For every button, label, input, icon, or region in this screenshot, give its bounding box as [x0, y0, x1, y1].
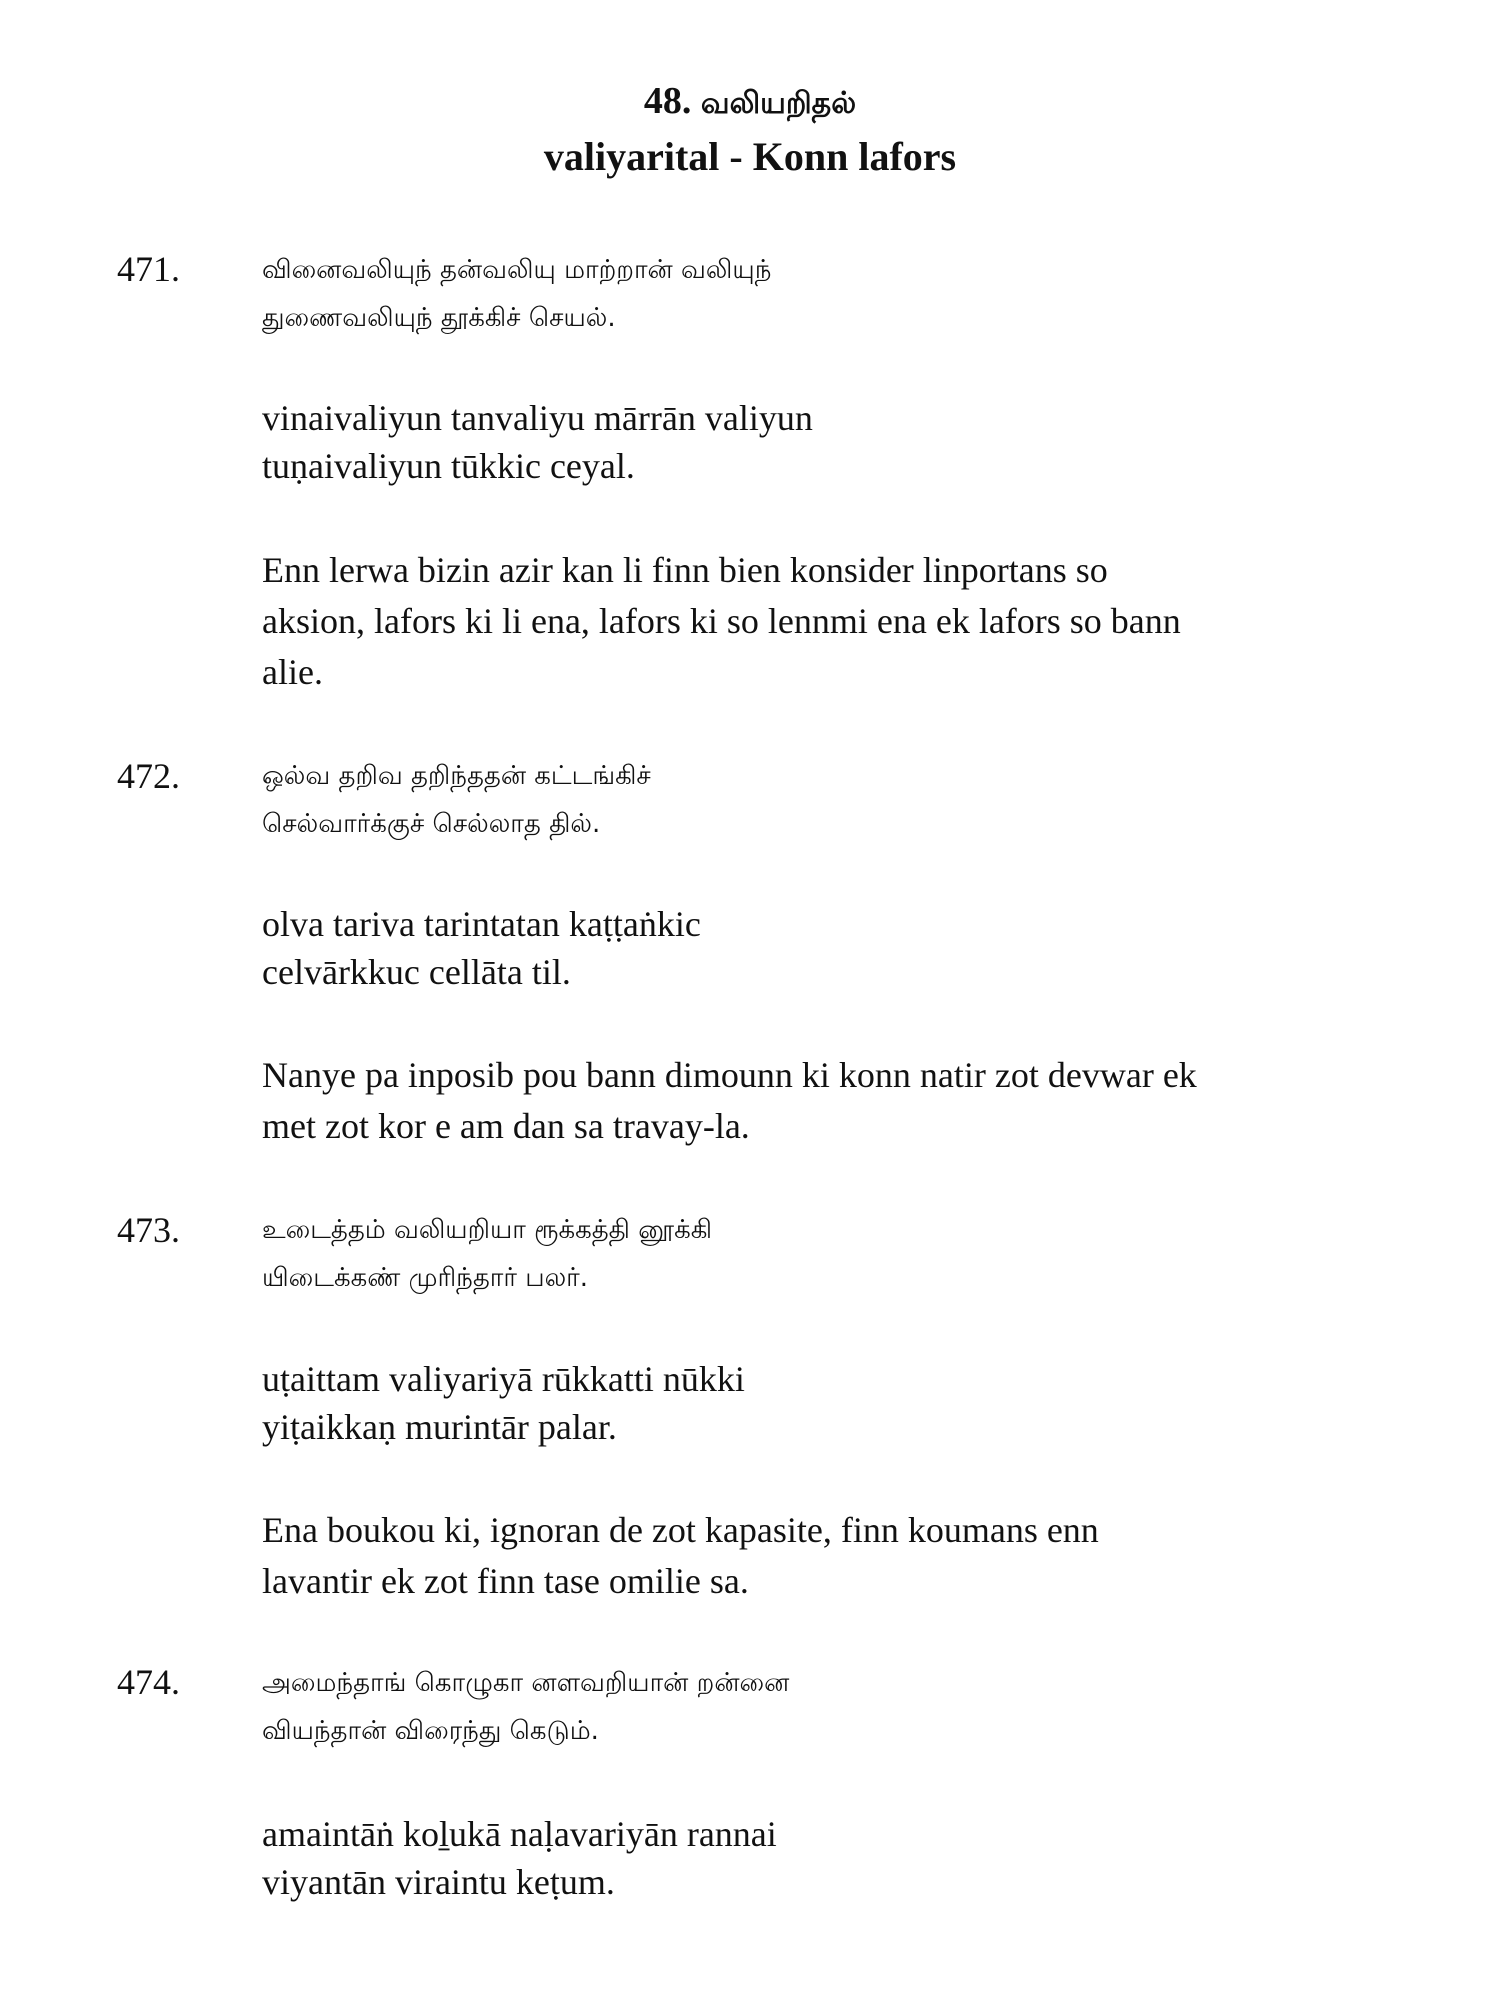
chapter-number: 48.	[643, 80, 692, 122]
transliteration-line: tuṇaivaliyun tūkkic ceyal.	[262, 446, 635, 486]
verse-transliteration	[262, 1355, 745, 1451]
translation-line: Nanye pa inposib pou bann dimounn ki konn natir zot devwar ek	[262, 1055, 1197, 1095]
verse-number: 473.	[117, 1210, 180, 1250]
transliteration-line: olva tariva tarintatan kaṭṭaṅkic	[262, 904, 701, 944]
verse-tamil	[262, 1659, 789, 1755]
verse-tamil	[262, 1206, 712, 1302]
transliteration-line: vinaivaliyun tanvaliyu mārrān valiyun	[262, 398, 813, 438]
chapter-tamil-title: வலியறிதல்	[700, 86, 857, 121]
tamil-line: யிடைக்கண் முரிந்தார் பலர்.	[262, 1263, 589, 1293]
transliteration-line: uṭaittam valiyariyā rūkkatti nūkki	[262, 1359, 745, 1399]
verse-translation	[262, 545, 1412, 698]
verse-number: 472.	[117, 756, 180, 796]
verse-transliteration	[262, 900, 701, 996]
transliteration-line: viyantān viraintu keṭum.	[262, 1862, 615, 1902]
translation-line: met zot kor e am dan sa travay-la.	[262, 1106, 750, 1146]
verse-transliteration	[262, 394, 813, 490]
tamil-line: செல்வார்க்குச் செல்லாத தில்.	[262, 809, 601, 839]
tamil-line: வியந்தான் விரைந்து கெடும்.	[262, 1716, 599, 1746]
tamil-line: வினைவலியுந் தன்வலியு மாற்றான் வலியுந்	[262, 255, 772, 285]
transliteration-line: yiṭaikkaṇ murintār palar.	[262, 1407, 617, 1447]
tamil-line: உடைத்தம் வலியறியா ரூக்கத்தி னூக்கி	[262, 1215, 713, 1245]
tamil-line: துணைவலியுந் தூக்கிச் செயல்.	[262, 303, 616, 333]
verse-tamil	[262, 246, 771, 342]
tamil-line: அமைந்தாங் கொழுகா னளவறியான் றன்னை	[262, 1668, 790, 1698]
translation-line: Ena boukou ki, ignoran de zot kapasite, finn koumans enn	[262, 1510, 1099, 1550]
translation-line: Enn lerwa bizin azir kan li finn bien konsider linportans so	[262, 550, 1108, 590]
transliteration-line: celvārkkuc cellāta til.	[262, 952, 571, 992]
chapter-subtitle: valiyarital - Konn lafors	[543, 134, 957, 179]
verse-tamil	[262, 752, 651, 848]
translation-line: aksion, lafors ki li ena, lafors ki so lennmi ena ek lafors so bann	[262, 601, 1181, 641]
chapter-heading	[0, 76, 1500, 129]
verse-number: 471.	[117, 249, 180, 289]
verse-translation	[262, 1050, 1412, 1152]
verse-translation	[262, 1505, 1412, 1607]
tamil-line: ஒல்வ தறிவ தறிந்ததன் கட்டங்கிச்	[262, 761, 651, 791]
verse-number: 474.	[117, 1662, 180, 1702]
translation-line: lavantir ek zot finn tase omilie sa.	[262, 1561, 749, 1601]
verse-transliteration	[262, 1810, 777, 1906]
transliteration-line: amaintāṅ koḻukā naḷavariyān rannai	[262, 1814, 777, 1854]
translation-line: alie.	[262, 652, 323, 692]
